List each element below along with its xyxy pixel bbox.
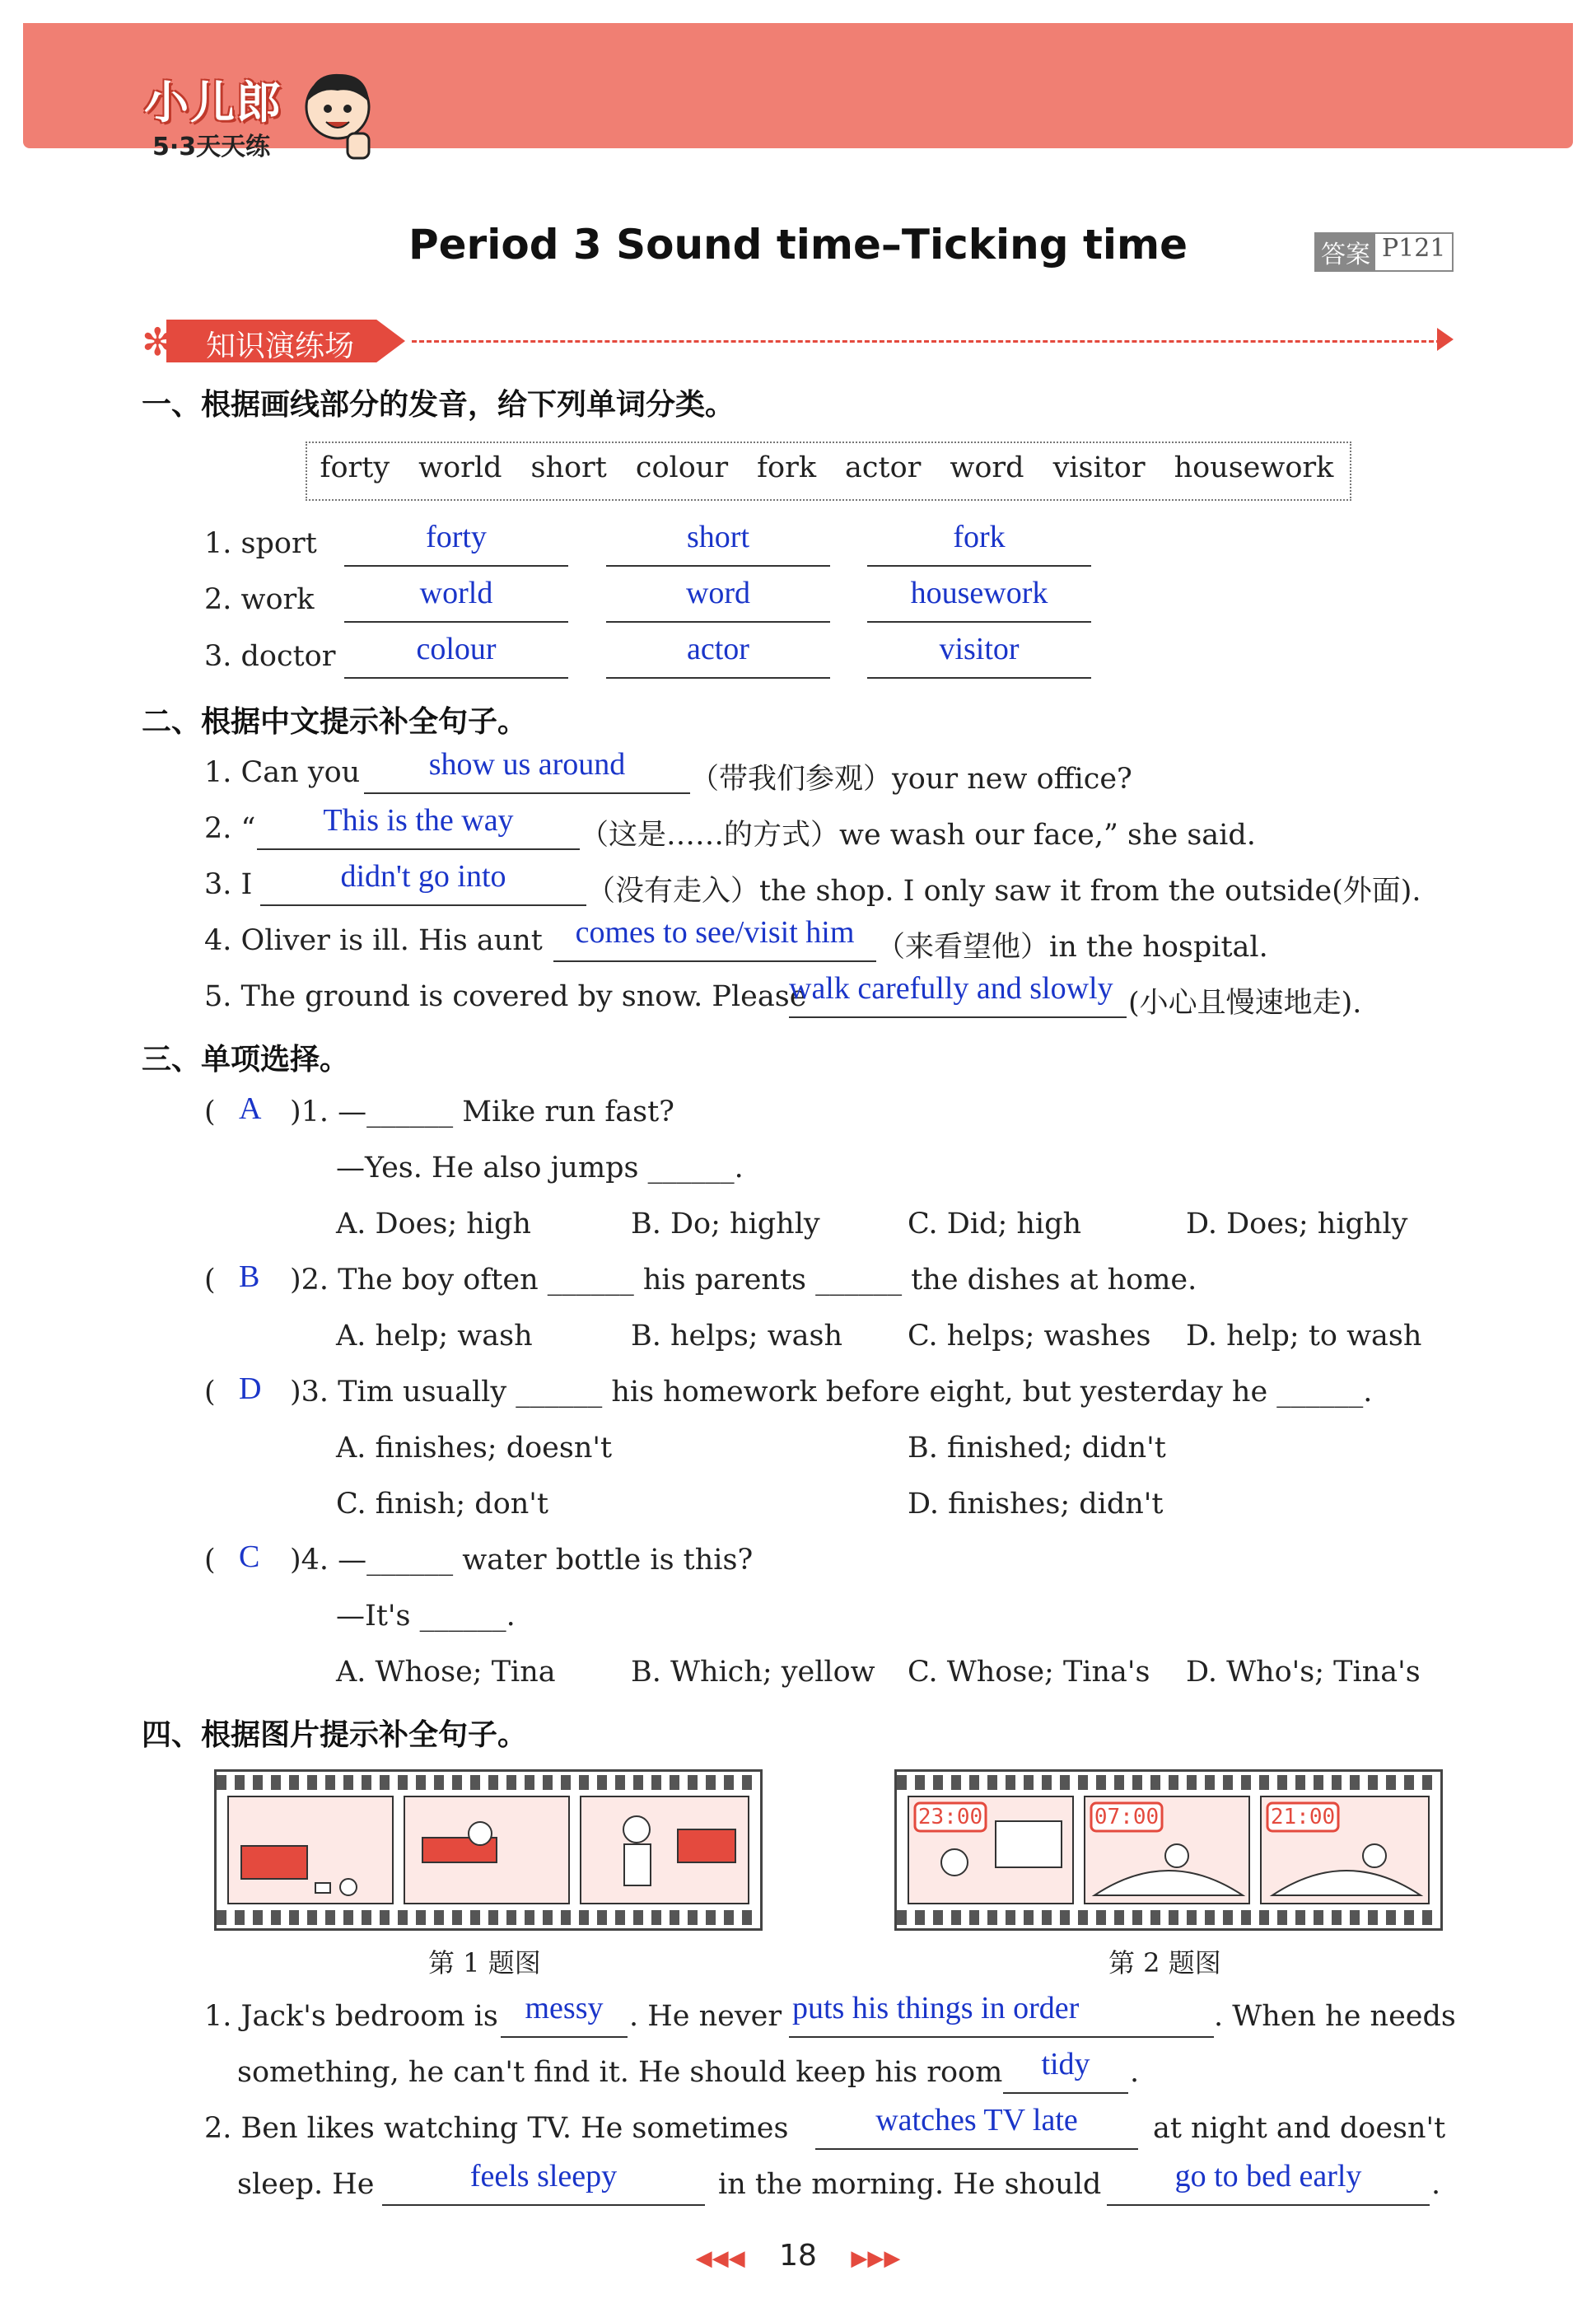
sentence-suffix: （这是……的方式）we wash our face,” she said.: [580, 819, 1256, 852]
sentence-suffix: （带我们参观）your new office?: [690, 763, 1132, 796]
answer-text: walk carefully and slowly: [789, 971, 1113, 1006]
section-4-heading: 四、根据图片提示补全句子。: [142, 1718, 528, 1752]
option: C. Did; high: [908, 1208, 1082, 1240]
word-item: visitor: [1052, 451, 1146, 484]
answer-text: world: [419, 576, 493, 610]
answer-text: actor: [687, 632, 749, 666]
answer-text: comes to see/visit him: [575, 915, 855, 950]
word-list: [306, 451, 1348, 484]
option: B. Do; highly: [631, 1208, 820, 1240]
answer-label: 答案: [1316, 234, 1375, 270]
sentence-suffix: (小心且慢速地走).: [1128, 987, 1362, 1020]
logo-text: 小儿郎: [144, 77, 282, 128]
page-title: Period 3 Sound time–Ticking time: [408, 221, 1188, 269]
word-item: forty: [320, 451, 390, 484]
option: C. Whose; Tina's: [908, 1656, 1150, 1689]
answer-text: visitor: [939, 632, 1020, 666]
word-item: colour: [635, 451, 729, 484]
sentence-part: 2. Ben likes watching TV. He sometimes: [204, 2112, 789, 2145]
sentence-part: 1. Jack's bedroom is: [204, 2000, 498, 2033]
right-arrows-icon: ▶▶▶: [851, 2246, 901, 2271]
option: D. Does; highly: [1186, 1208, 1408, 1240]
left-arrows-icon: ◀◀◀: [695, 2246, 745, 2271]
option: A. Whose; Tina: [336, 1656, 556, 1689]
word-item: housework: [1174, 451, 1334, 484]
dashed-divider: [412, 340, 1441, 343]
option: B. Which; yellow: [631, 1656, 875, 1689]
mascot-icon: [296, 66, 379, 165]
arrow-icon: [1437, 328, 1454, 351]
answer-text: colour: [416, 632, 497, 666]
answer-text: watches TV late: [875, 2103, 1078, 2137]
question-line: )2. The boy often ______ his parents ______ the dishes at home.: [290, 1264, 1197, 1296]
question-line: )1. —______ Mike run fast?: [290, 1096, 674, 1128]
clock-display: 07:00: [1094, 1805, 1160, 1829]
sentence-part: sleep. He: [237, 2168, 375, 2201]
word-item: fork: [757, 451, 817, 484]
answer-text: word: [685, 576, 751, 610]
section-2-heading: 二、根据中文提示补全句子。: [142, 705, 528, 739]
answer-text: short: [687, 520, 749, 554]
question-line: —Yes. He also jumps ______.: [336, 1152, 744, 1184]
question-line: )3. Tim usually ______ his homework before eight, but yesterday he ______.: [290, 1376, 1373, 1409]
section-3-heading: 三、单项选择。: [142, 1043, 350, 1077]
row-label: 2. work: [204, 583, 315, 616]
picture-1: [214, 1769, 763, 1931]
sentence-prefix: 3. I: [204, 868, 253, 901]
choice-answer: C: [239, 1539, 260, 1574]
sentence-prefix: 1. Can you: [204, 756, 361, 789]
option: A. finishes; doesn't: [336, 1432, 613, 1465]
page-footer: [0, 2239, 1596, 2273]
answer-text: forty: [426, 520, 487, 554]
sleep-schedule-illustration: [897, 1772, 1440, 1928]
answer-text: feels sleepy: [469, 2159, 618, 2194]
sentence-part: at night and doesn't: [1153, 2112, 1446, 2145]
answer-text: puts his things in order: [792, 1991, 1080, 2025]
answer-text: go to bed early: [1174, 2159, 1362, 2194]
choice-answer: D: [239, 1371, 262, 1406]
answer-text: fork: [953, 520, 1006, 554]
sentence-part: .: [1431, 2168, 1441, 2201]
word-item: word: [950, 451, 1024, 484]
sentence-part: something, he can't find it. He should keep his room: [237, 2056, 1003, 2089]
answer-text: This is the way: [323, 803, 514, 838]
tag-icon: ✻: [142, 320, 174, 364]
option: A. Does; high: [336, 1208, 531, 1240]
sentence-prefix: 4. Oliver is ill. His aunt: [204, 924, 543, 957]
sentence-prefix: 2. “: [204, 812, 256, 845]
messy-room-illustration: [217, 1772, 760, 1928]
answer-text: messy: [525, 1991, 604, 2025]
picture-1-caption: 第 1 题图: [428, 1947, 541, 1979]
sentence-part: . When he needs: [1214, 2000, 1456, 2033]
option: C. finish; don't: [336, 1488, 548, 1521]
section-1-heading: 一、根据画线部分的发音，给下列单词分类。: [142, 388, 735, 422]
picture-2: [894, 1769, 1443, 1931]
option: C. helps; washes: [908, 1320, 1151, 1353]
picture-2-caption: 第 2 题图: [1108, 1947, 1221, 1979]
sentence-suffix: （没有走入）the shop. I only saw it from the outside(外面).: [586, 875, 1421, 908]
answer-text: tidy: [1041, 2047, 1090, 2081]
word-item: short: [530, 451, 607, 484]
option: D. Who's; Tina's: [1186, 1656, 1421, 1689]
sentence-part: in the morning. He should: [718, 2168, 1102, 2201]
clock-display: 21:00: [1270, 1805, 1336, 1829]
sentence-part: .: [1130, 2056, 1140, 2089]
option: A. help; wash: [336, 1320, 533, 1353]
word-item: world: [418, 451, 502, 484]
section-tag: [142, 320, 405, 362]
answer-text: didn't go into: [340, 859, 506, 894]
logo-subtitle: 5·3天天练: [152, 133, 271, 161]
option: D. finishes; didn't: [908, 1488, 1164, 1521]
section-tag-text: 知识演练场: [206, 329, 355, 363]
option: B. finished; didn't: [908, 1432, 1166, 1465]
choice-answer: B: [239, 1259, 260, 1294]
question-line: )4. —______ water bottle is this?: [290, 1544, 754, 1577]
question-line: —It's ______.: [336, 1600, 516, 1633]
option: B. helps; wash: [631, 1320, 843, 1353]
row-label: 3. doctor: [204, 640, 336, 673]
clock-display: 23:00: [917, 1805, 983, 1829]
word-item: actor: [845, 451, 922, 484]
answer-reference: [1314, 232, 1454, 272]
sentence-part: . He never: [629, 2000, 782, 2033]
answer-page: P121: [1382, 234, 1446, 263]
page-number: 18: [779, 2239, 817, 2273]
sentence-suffix: （来看望他）in the hospital.: [876, 931, 1268, 964]
answer-text: housework: [910, 576, 1048, 610]
choice-answer: A: [239, 1091, 262, 1126]
row-label: 1. sport: [204, 527, 317, 560]
sentence-prefix: 5. The ground is covered by snow. Please: [204, 980, 807, 1013]
answer-text: show us around: [428, 747, 626, 782]
option: D. help; to wash: [1186, 1320, 1422, 1353]
